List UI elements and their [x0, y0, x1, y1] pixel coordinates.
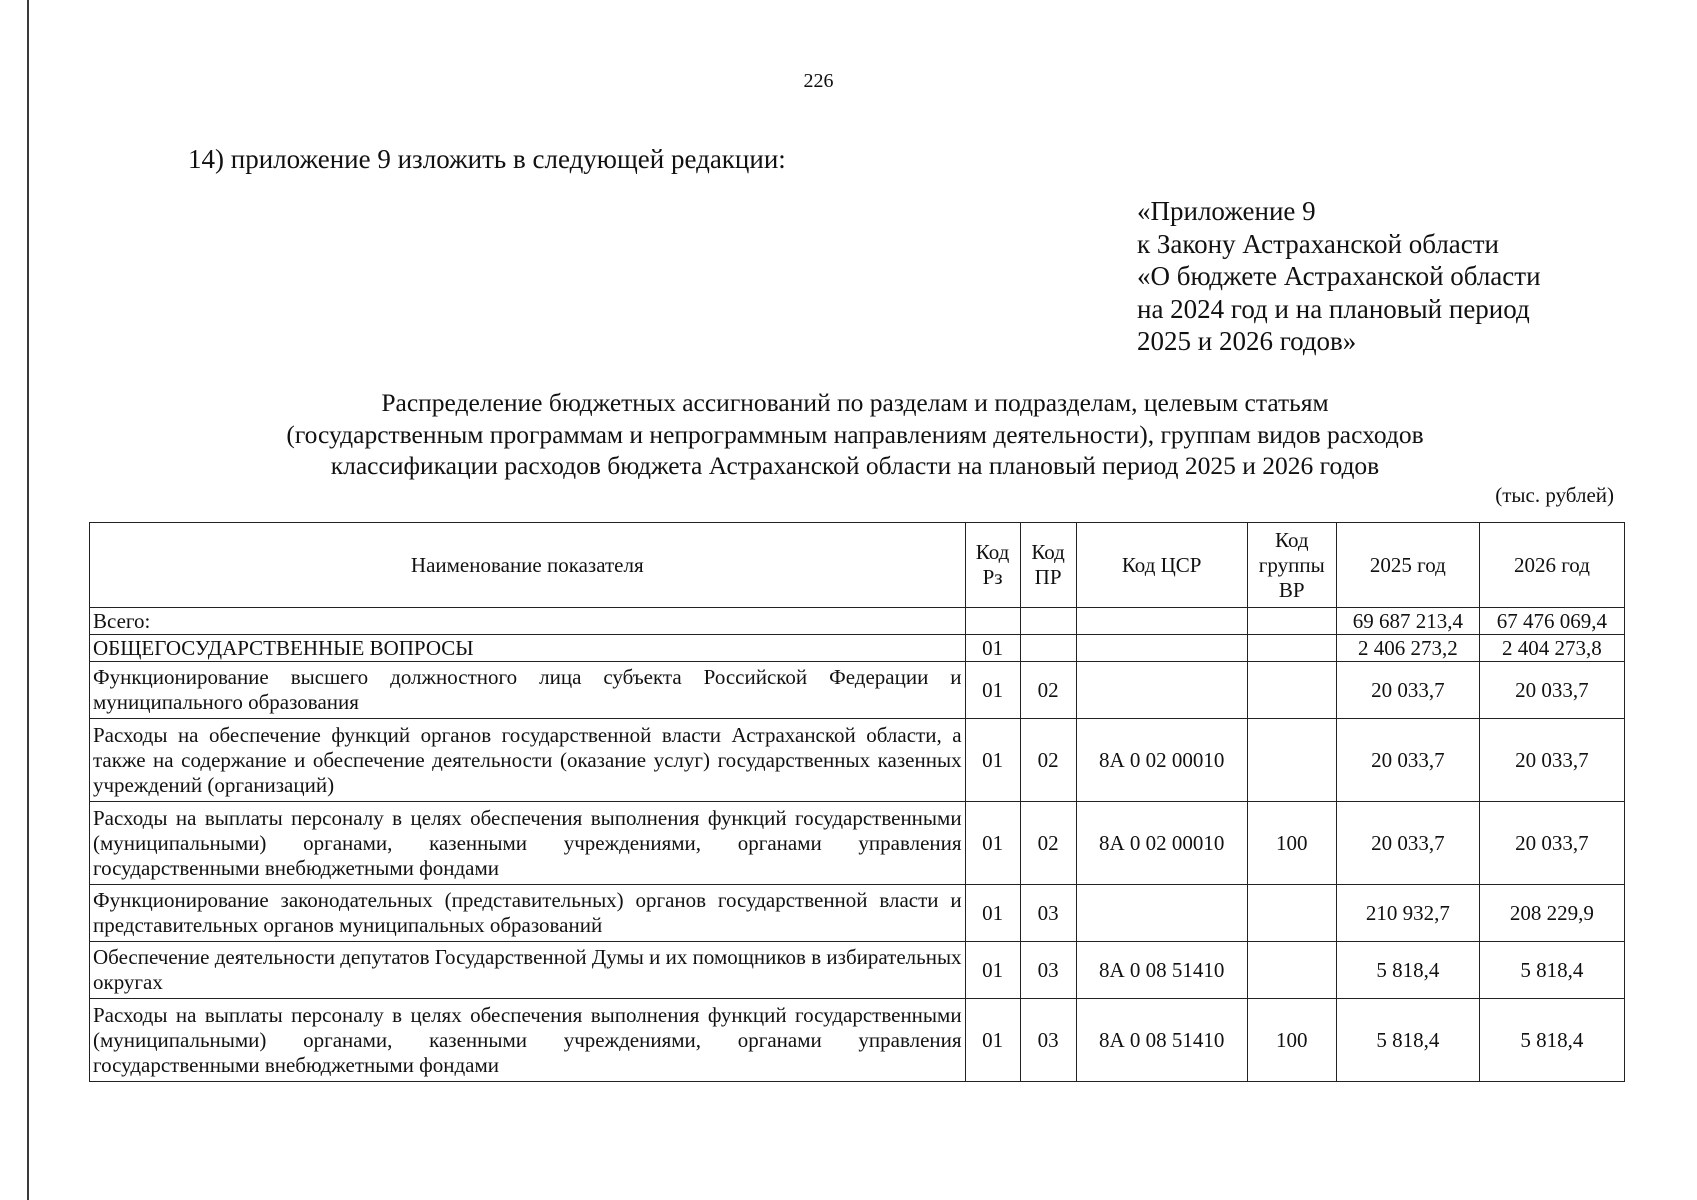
cell-vr — [1247, 719, 1336, 802]
cell-vr — [1247, 662, 1336, 719]
cell-vr: 100 — [1247, 802, 1336, 885]
cell-vr: 100 — [1247, 999, 1336, 1082]
table-title-line: Распределение бюджетных ассигнований по разделам и подразделам, целевым статьям — [381, 388, 1329, 417]
table-title — [200, 387, 1510, 482]
binding-edge-line — [27, 0, 29, 1200]
cell-2025: 20 033,7 — [1336, 719, 1479, 802]
cell-2026: 2 404 273,8 — [1479, 635, 1624, 662]
cell-2026: 20 033,7 — [1479, 719, 1624, 802]
cell-name: Расходы на выплаты персоналу в целях обеспечения выполнения функций государственными (муниципальными) органами, казенными учреждениями, органами управления государственными внебюджетными фондами — [90, 999, 966, 1082]
cell-pr: 03 — [1020, 942, 1076, 999]
cell-pr: 03 — [1020, 999, 1076, 1082]
table-row — [90, 802, 1625, 885]
cell-csr: 8А 0 08 51410 — [1076, 999, 1247, 1082]
cell-2025: 5 818,4 — [1336, 999, 1479, 1082]
cell-csr — [1076, 635, 1247, 662]
cell-2026: 5 818,4 — [1479, 999, 1624, 1082]
cell-name: Обеспечение деятельности депутатов Государственной Думы и их помощников в избирательных округах — [90, 942, 966, 999]
amendment-intro: 14) приложение 9 изложить в следующей редакции: — [188, 144, 786, 174]
header-rz: Код Рз — [965, 523, 1020, 608]
header-csr: Код ЦСР — [1076, 523, 1247, 608]
cell-rz: 01 — [965, 719, 1020, 802]
cell-rz: 01 — [965, 662, 1020, 719]
appendix-line: «Приложение 9 — [1137, 196, 1316, 226]
cell-rz — [965, 608, 1020, 635]
cell-name: Функционирование законодательных (представительных) органов государственной власти и представительных органов муниципальных образований — [90, 885, 966, 942]
cell-rz: 01 — [965, 635, 1020, 662]
cell-csr: 8А 0 02 00010 — [1076, 802, 1247, 885]
table-row — [90, 942, 1625, 999]
cell-name: ОБЩЕГОСУДАРСТВЕННЫЕ ВОПРОСЫ — [90, 635, 966, 662]
cell-csr — [1076, 885, 1247, 942]
header-2026: 2026 год — [1479, 523, 1624, 608]
cell-rz: 01 — [965, 885, 1020, 942]
appendix-line: «О бюджете Астраханской области — [1137, 261, 1541, 291]
cell-vr — [1247, 635, 1336, 662]
table-row — [90, 662, 1625, 719]
cell-2025: 20 033,7 — [1336, 662, 1479, 719]
page-number: 226 — [803, 70, 834, 92]
appendix-line: к Закону Астраханской области — [1137, 228, 1500, 259]
table-row — [90, 885, 1625, 942]
cell-pr — [1020, 608, 1076, 635]
cell-rz: 01 — [965, 942, 1020, 999]
cell-2026: 20 033,7 — [1479, 662, 1624, 719]
cell-pr: 02 — [1020, 802, 1076, 885]
cell-2026: 208 229,9 — [1479, 885, 1624, 942]
cell-2026: 5 818,4 — [1479, 942, 1624, 999]
cell-rz: 01 — [965, 802, 1020, 885]
table-row — [90, 635, 1625, 662]
header-name: Наименование показателя — [90, 523, 966, 608]
cell-2025: 2 406 273,2 — [1336, 635, 1479, 662]
cell-csr — [1076, 608, 1247, 635]
appendix-line: на 2024 год и на плановый период — [1137, 293, 1530, 324]
table-title-line: (государственным программам и непрограммным направлениям деятельности), группам видов расходов — [286, 419, 1424, 449]
units-label: (тыс. рублей) — [1495, 483, 1614, 507]
cell-pr — [1020, 635, 1076, 662]
appendix-line: 2025 и 2026 годов» — [1137, 326, 1357, 356]
cell-name: Всего: — [90, 608, 966, 635]
cell-pr: 02 — [1020, 662, 1076, 719]
cell-2026: 20 033,7 — [1479, 802, 1624, 885]
table-header-row — [90, 523, 1625, 608]
cell-rz: 01 — [965, 999, 1020, 1082]
cell-vr — [1247, 942, 1336, 999]
header-2025: 2025 год — [1336, 523, 1479, 608]
header-pr: Код ПР — [1020, 523, 1076, 608]
cell-2026: 67 476 069,4 — [1479, 608, 1624, 635]
cell-2025: 5 818,4 — [1336, 942, 1479, 999]
header-vr: Код группы ВР — [1247, 523, 1336, 608]
cell-pr: 02 — [1020, 719, 1076, 802]
table-title-line: классификации расходов бюджета Астраханской области на плановый период 2025 и 2026 годов — [330, 451, 1380, 480]
cell-name: Расходы на выплаты персоналу в целях обеспечения выполнения функций государственными (муниципальными) органами, казенными учреждениями, органами управления государственными внебюджетными фондами — [90, 802, 966, 885]
cell-2025: 210 932,7 — [1336, 885, 1479, 942]
cell-name: Функционирование высшего должностного лица субъекта Российской Федерации и муниципального образования — [90, 662, 966, 719]
cell-csr — [1076, 662, 1247, 719]
cell-vr — [1247, 885, 1336, 942]
table-row — [90, 999, 1625, 1082]
cell-csr: 8А 0 08 51410 — [1076, 942, 1247, 999]
table-row — [90, 608, 1625, 635]
cell-2025: 69 687 213,4 — [1336, 608, 1479, 635]
appendix-header — [1137, 195, 1541, 358]
cell-pr: 03 — [1020, 885, 1076, 942]
cell-csr: 8А 0 02 00010 — [1076, 719, 1247, 802]
budget-allocation-table — [89, 522, 1625, 1082]
cell-name: Расходы на обеспечение функций органов государственной власти Астраханской области, а также на содержание и обеспечение деятельности (оказание услуг) государственных казенных учреждений (организаций) — [90, 719, 966, 802]
cell-vr — [1247, 608, 1336, 635]
table-row — [90, 719, 1625, 802]
cell-2025: 20 033,7 — [1336, 802, 1479, 885]
